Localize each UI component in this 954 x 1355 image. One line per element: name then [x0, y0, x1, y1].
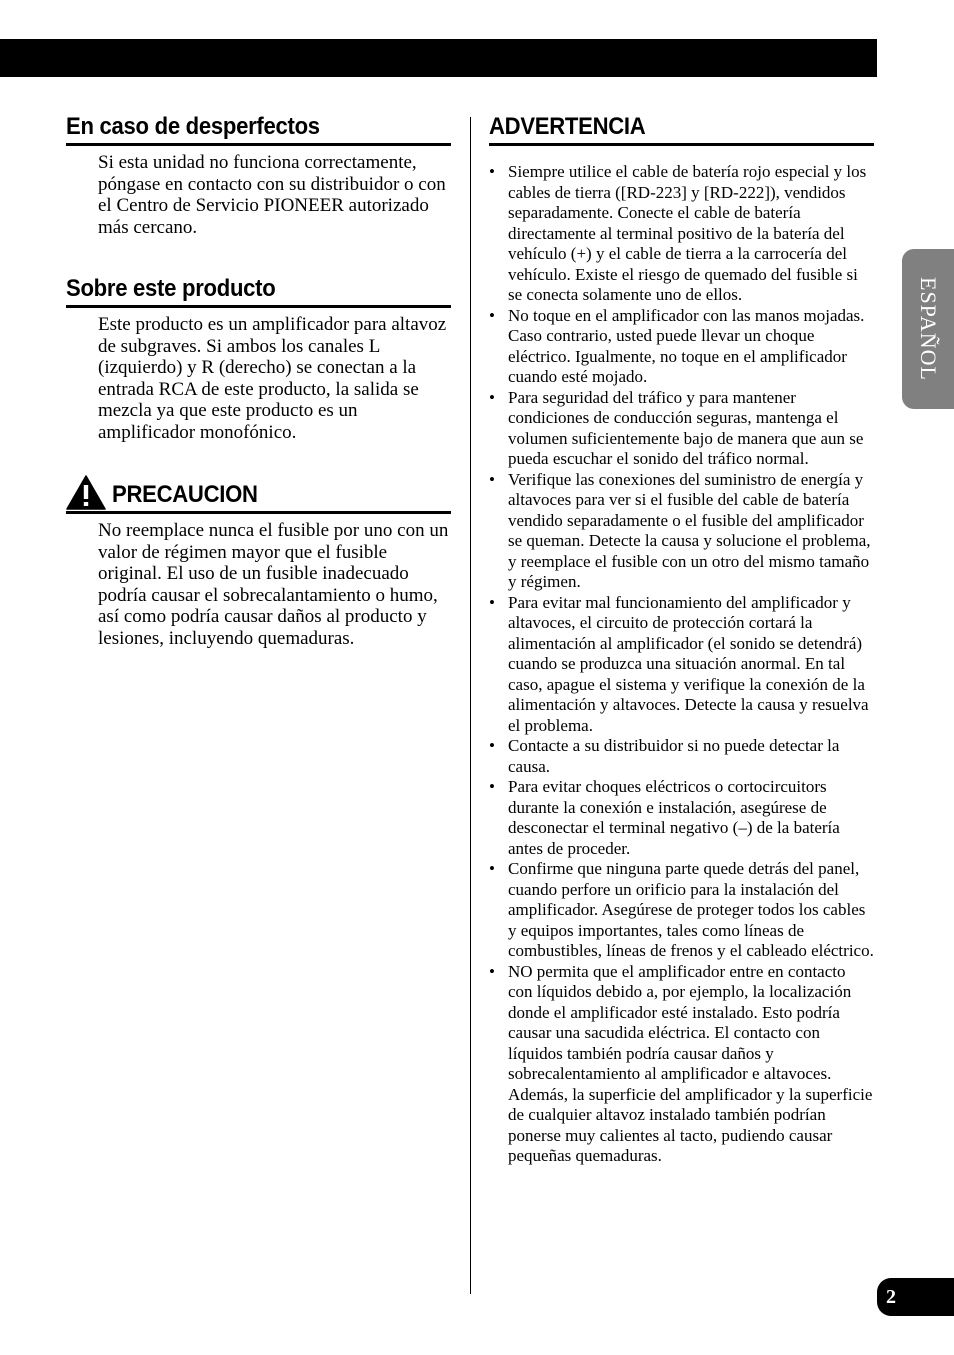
- section-body-producto: Este producto es un amplificador para altavoz de subgraves. Si ambos los canales L (izquierdo) y R (derecho) se conectan a la entrada RCA de este producto, la salida se mezcla ya que este producto es un amplificador monofónico.: [98, 314, 447, 443]
- section-title-desperfectos: En caso de desperfectos: [66, 112, 451, 146]
- list-item: • NO permita que el amplificador entre en contacto con líquidos debido a, por ejemplo, la localización donde el amplificador esté instalado. Esto podría causar una sacudida eléctrica. El contacto con líquidos también podría causar daños y sobrecalentamiento al amplificador e altavoces. Además, la superficie del amplificador y la superficie de cualquier altavoz instalado también podrían ponerse muy calientes al tacto, pudiendo causar pequeñas quemaduras.: [489, 962, 874, 1167]
- list-item: • No toque en el amplificador con las manos mojadas. Caso contrario, usted puede llevar un choque eléctrico. Igualmente, no toque en el amplificador cuando esté mojado.: [489, 306, 874, 388]
- warning-triangle-icon: [66, 475, 106, 510]
- column-divider: [470, 117, 471, 1294]
- right-column: [489, 112, 874, 1167]
- section-title-advertencia: ADVERTENCIA: [489, 112, 874, 146]
- list-item: • Para evitar mal funcionamiento del amplificador y altavoces, el circuito de protección cortará la alimentación al amplificador (el sonido se detendrá) cuando se produzca una situación anormal. En tal caso, apague el sistema y verifique la conexión de la alimentación y altavoces. Detecte la causa y resuelva el problema.: [489, 593, 874, 737]
- left-column: [66, 112, 451, 649]
- language-tab: [902, 249, 954, 409]
- warning-list: [489, 162, 874, 1167]
- section-body-desperfectos: Si esta unidad no funciona correctamente, póngase en contacto con su distribuidor o con el Centro de Servicio PIONEER autorizado más cercano.: [98, 152, 446, 238]
- header-bar: [0, 39, 877, 77]
- list-item: • Para seguridad del tráfico y para mantener condiciones de conducción seguras, mantenga el volumen suficientemente bajo de manera que aun se pueda escuchar el sonido del tráfico normal.: [489, 388, 874, 470]
- page-number: 2: [877, 1278, 954, 1316]
- section-body-precaucion: No reemplace nunca el fusible por uno con un valor de régimen mayor que el fusible original. El uso de un fusible inadecuado podría causar el sobrecalantamiento o humo, así como podría causar daños al producto y lesiones, incluyendo quemaduras.: [98, 520, 449, 649]
- list-item: • Siempre utilice el cable de batería rojo especial y los cables de tierra ([RD-223] y [RD-222]), vendidos separadamente. Conecte el cable de batería directamente al terminal positivo de la batería del vehículo (+) y el cable de tierra a la carrocería del vehículo. Existe el riesgo de quemado del fusible si se conecta solamente uno de ellos.: [489, 162, 874, 306]
- list-item: • Para evitar choques eléctricos o cortocircuitors durante la conexión e instalación, asegúrese de desconectar el terminal negativo (–) de la batería antes de proceder.: [489, 777, 874, 859]
- section-title-precaucion: PRECAUCION: [66, 475, 451, 514]
- list-item: • Contacte a su distribuidor si no puede detectar la causa.: [489, 736, 874, 777]
- language-tab-label: ESPAÑOL: [916, 277, 941, 381]
- list-item: • Verifique las conexiones del suministro de energía y altavoces para ver si el fusible del cable de batería vendido separadamente o el fusible del amplificador se queman. Detecte la causa y solucione el problema, y reemplace el fusible con un otro del mismo tamaño y régimen.: [489, 470, 874, 593]
- section-title-producto: Sobre este producto: [66, 274, 451, 308]
- list-item: • Confirme que ninguna parte quede detrás del panel, cuando perfore un orificio para la instalación del amplificador. Asegúrese de proteger todos los cables y equipos importantes, tales como líneas de combustibles, líneas de frenos y el cableado eléctrico.: [489, 859, 874, 962]
